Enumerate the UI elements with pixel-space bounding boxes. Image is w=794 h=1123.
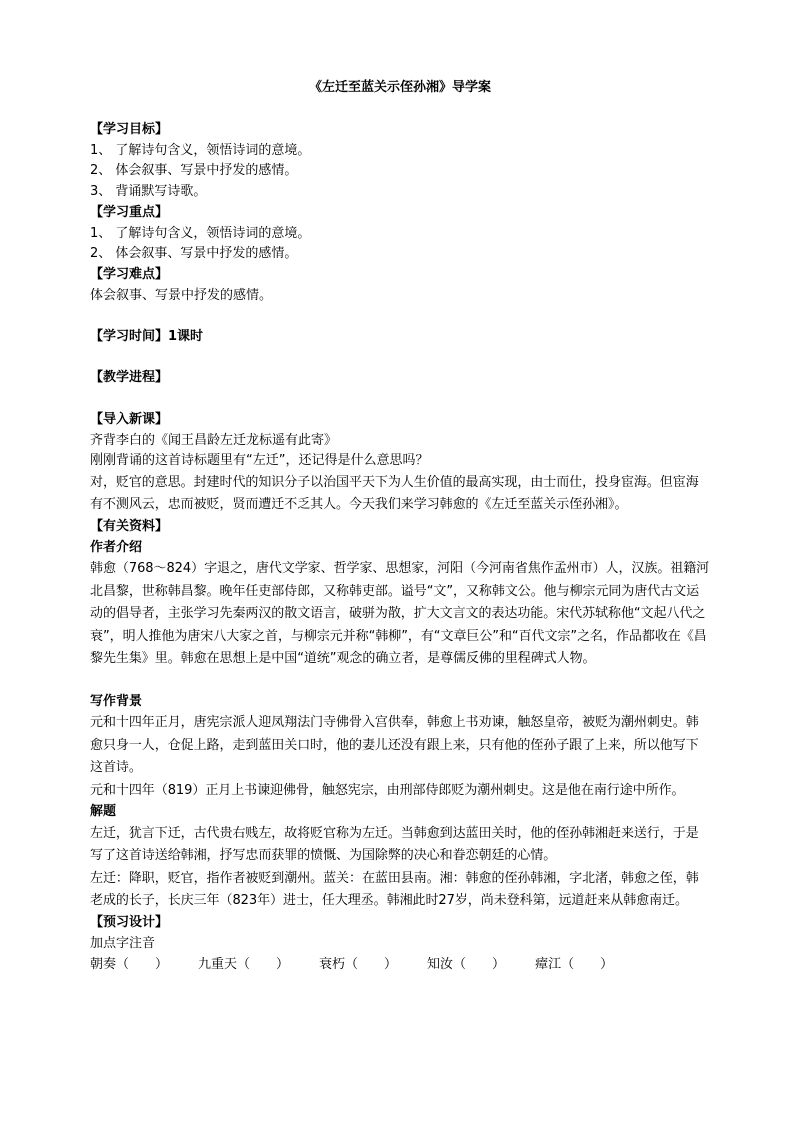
intro-line: 齐背李白的《闻王昌龄左迁龙标遥有此寄》 (90, 432, 338, 448)
pinyin-item: 瘴江（ ） (535, 957, 614, 973)
background-paragraph: 元和十四年正月，唐宪宗派人迎凤翔法门寺佛骨入宫供奉，韩愈上书劝谏，触怒皇帝，被贬为潮州刺史。韩愈只身一人，仓促上路，走到蓝田关口时，他的妻儿还没有跟上来，只有他的侄孙子跟了上来，所以他写下这首诗。 (90, 715, 699, 776)
intro-paragraph: 对，贬官的意思。封建时代的知识分子以治国平天下为人生价值的最高实现，由士而仕，投身宦海。但宦海有不测风云，忠而被贬，贤而遭迁不乏其人。今天我们来学习韩愈的《左迁至蓝关示侄孙湘》。 (90, 474, 699, 513)
pinyin-item: 衰朽（ ） (319, 957, 398, 973)
goals-heading: 【学习目标】 (90, 122, 169, 137)
time-heading: 【学习时间】1课时 (90, 329, 204, 345)
author-heading: 作者介绍 (90, 539, 143, 555)
process-heading: 【教学进程】 (90, 370, 169, 386)
key-item: 2、 体会叙事、写景中抒发的感情。 (90, 246, 298, 262)
document-title: 《左迁至蓝关示侄孙湘》导学案 (308, 80, 491, 95)
author-paragraph: 韩愈（768～824）字退之，唐代文学家、哲学家、思想家，河阳（今河南省焦作孟州市）人，汉族。祖籍河北昌黎，世称韩昌黎。晚年任吏部侍郎，又称韩吏部。谥号“文”，又称韩文公。他与柳宗元同为唐代古文运动的倡导者，主张学习先秦两汉的散文语言，破骈为散，扩大文言文的表达功能。宋代苏轼称他“文起八代之衰”，明人推他为唐宋八大家之首，与柳宗元并称“韩柳”，有“文章巨公”和“百代文宗”之名，作品都收在《昌黎先生集》里。韩愈在思想上是中国“道统”观念的确立者，是尊儒反佛的里程碑式人物。 (90, 561, 710, 667)
explain-heading: 解题 (90, 804, 117, 820)
preview-heading: 【预习设计】 (90, 914, 169, 930)
document-page (90, 78, 710, 976)
explain-paragraph: 左迁：降职，贬官，指作者被贬到潮州。蓝关：在蓝田县南。湘：韩愈的侄孙韩湘，字北渚，韩愈之侄，韩老成的长子，长庆三年（823年）进士，任大理丞。韩湘此时27岁，尚未登科第，远道赶来从韩愈南迁。 (90, 870, 699, 909)
pinyin-item: 九重天（ ） (198, 957, 290, 973)
goal-item: 2、 体会叙事、写景中抒发的感情。 (90, 163, 298, 179)
explain-paragraph: 左迁，犹言下迁，古代贵右贱左，故将贬官称为左迁。当韩愈到达蓝田关时，他的侄孙韩湘赶来送行，于是写了这首诗送给韩湘，抒写忠而获罪的愤慨、为国除弊的决心和眷恋朝廷的心情。 (90, 825, 699, 864)
pinyin-item: 知汝（ ） (427, 957, 506, 973)
pinyin-heading: 加点字注音 (90, 935, 156, 951)
key-heading: 【学习重点】 (90, 204, 169, 220)
intro-heading: 【导入新课】 (90, 411, 169, 427)
intro-line: 刚刚背诵的这首诗标题里有“左迁”，还记得是什么意思吗？ (90, 453, 429, 469)
pinyin-item: 朝奏（ ） (90, 957, 169, 973)
background-paragraph: 元和十四年（819）正月上书谏迎佛骨，触怒宪宗，由刑部侍郎贬为潮州刺史。这是他在南行途中所作。 (90, 782, 685, 798)
goal-item: 3、 背诵默写诗歌。 (90, 184, 207, 200)
goal-item: 1、 了解诗句含义，领悟诗词的意境。 (90, 142, 311, 158)
difficulty-text: 体会叙事、写景中抒发的感情。 (90, 287, 273, 303)
key-item: 1、 了解诗句含义，领悟诗词的意境。 (90, 225, 311, 241)
pinyin-row (90, 954, 710, 976)
difficulty-heading: 【学习难点】 (90, 266, 169, 282)
background-heading: 写作背景 (90, 693, 143, 709)
materials-heading: 【有关资料】 (90, 518, 169, 534)
